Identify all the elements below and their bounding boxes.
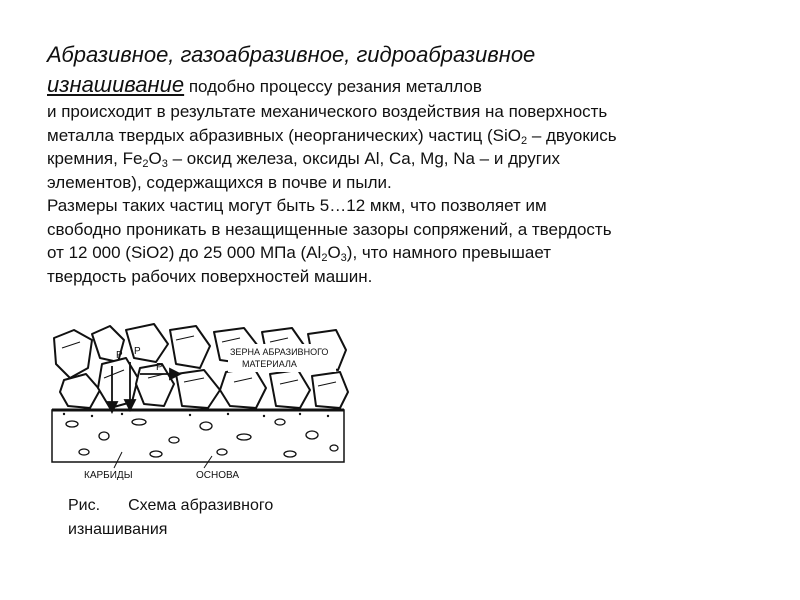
force-label-2: P	[134, 346, 141, 357]
paragraph-2-line-4: твердость рабочих поверхностей машин.	[47, 266, 373, 286]
diagram-figure	[44, 318, 354, 484]
text-run: – двуокись	[527, 125, 617, 145]
base-label: ОСНОВА	[196, 470, 240, 481]
paragraph-1-line-3	[47, 147, 767, 171]
grains-label-line-2: МАТЕРИАЛА	[242, 359, 297, 369]
body-text	[47, 100, 767, 288]
title-continuation: подобно процессу резания металлов	[184, 77, 482, 96]
abrasive-wear-diagram	[44, 318, 354, 484]
title-line-2	[47, 70, 767, 102]
caption-prefix: Рис.	[68, 497, 101, 514]
text-run: ), что намного превышает	[346, 243, 552, 262]
subscript: 2	[520, 134, 528, 147]
title-line-1: Абразивное, газоабразивное, гидроабразивное	[47, 42, 536, 67]
paragraph-2-line-1: Размеры таких частиц могут быть 5…12 мкм, что позволяет им	[47, 196, 547, 215]
paragraph-2-line-3	[47, 241, 767, 265]
force-label-3: P	[156, 362, 163, 373]
grains-label-line-1: ЗЕРНА АБРАЗИВНОГО	[230, 347, 329, 357]
metal-base	[52, 410, 344, 462]
paragraph-2-line-2: свободно проникать в незащищенные зазоры сопряжений, а твердость	[47, 219, 612, 239]
caption-line-1	[68, 494, 368, 518]
slide-title	[47, 40, 767, 102]
subscript: 2	[321, 252, 328, 264]
carbides-label: КАРБИДЫ	[84, 470, 133, 481]
figure-caption	[68, 494, 368, 542]
subscript: 2	[142, 158, 149, 170]
title-term: изнашивание	[47, 72, 185, 97]
subscript: 3	[161, 158, 168, 170]
force-label-1: P	[116, 350, 123, 361]
paragraph-1-line-2	[47, 124, 767, 148]
text-run: O	[327, 243, 341, 262]
text-run: от 12 000 (SiO2) до 25 000 МПа (Al	[47, 243, 322, 262]
caption-line-2: изнашивания	[68, 521, 168, 538]
text-run: – оксид железа, оксиды Al, Ca, Mg, Na – и других	[167, 149, 560, 168]
text-run: кремния, Fe	[47, 149, 143, 168]
paragraph-1-line-4: элементов), содержащихся в почве и пыли.	[47, 172, 392, 192]
paragraph-1-line-1: и происходит в результате механического воздействия на поверхность	[47, 102, 608, 121]
caption-title: Схема абразивного	[128, 497, 274, 514]
subscript: 3	[340, 252, 347, 264]
text-run: металла твердых абразивных (неорганических) частиц (SiO	[47, 125, 521, 145]
text-run: O	[148, 149, 162, 168]
